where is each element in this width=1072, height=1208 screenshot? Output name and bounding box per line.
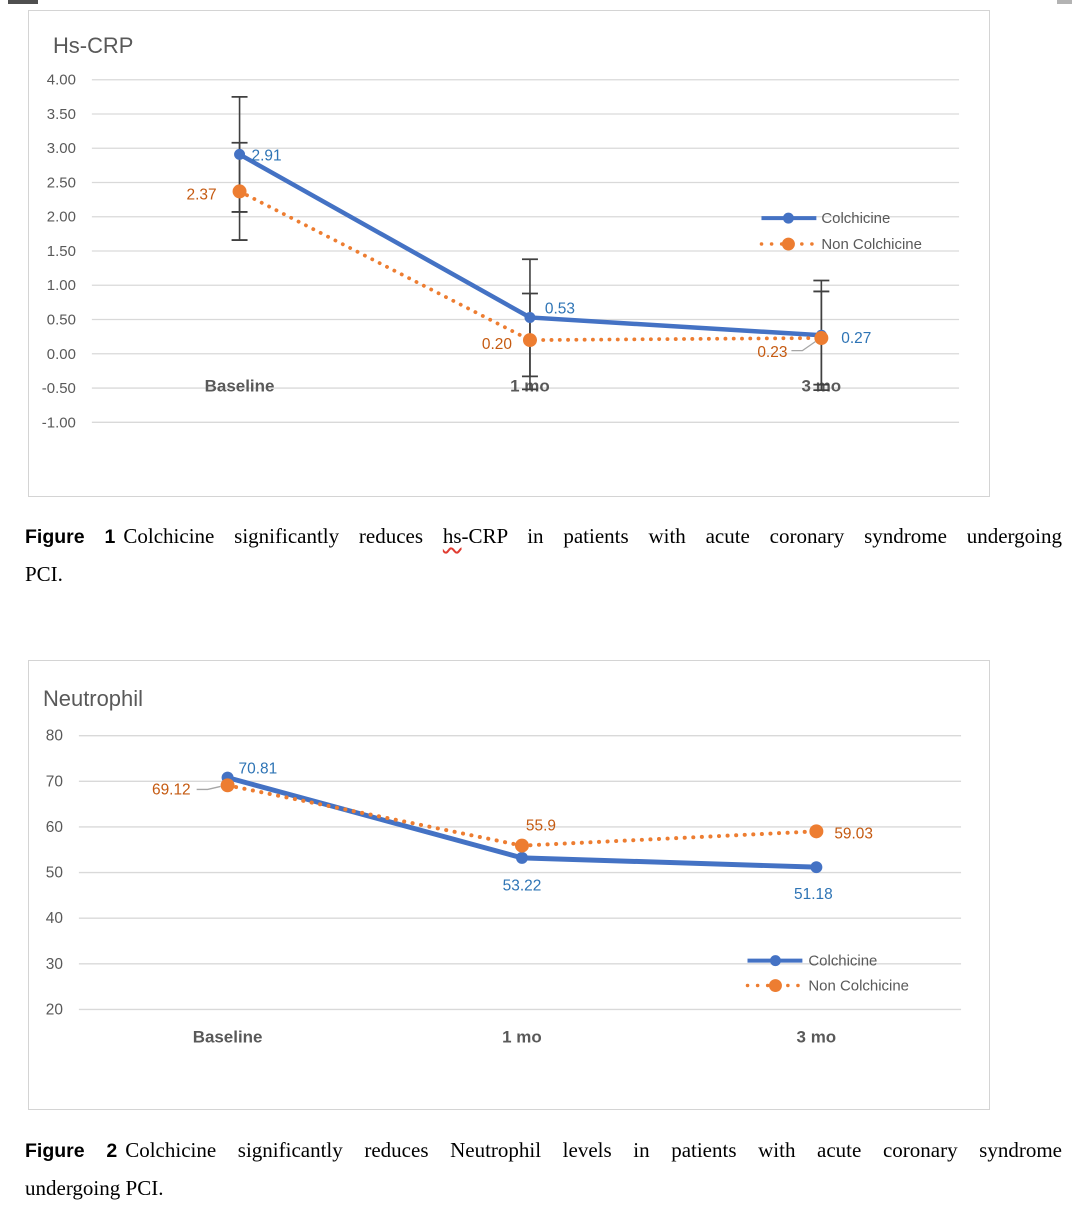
data-point-marker-non-colchicine: [809, 824, 823, 838]
scrollbar-fragment: [1057, 0, 1072, 4]
y-axis-tick-label: 40: [45, 910, 63, 928]
data-label: 2.37: [186, 186, 217, 204]
series-line-non-colchicine: [228, 785, 817, 845]
y-axis-tick-label: 60: [45, 818, 63, 836]
figure-2-label: Figure 2: [25, 1140, 118, 1162]
hs-crp-chart-canvas: [29, 11, 989, 496]
data-label: 0.53: [544, 300, 576, 318]
data-point-marker-non-colchicine: [814, 331, 828, 345]
y-axis-tick-label: 0.50: [46, 311, 76, 329]
y-axis-tick-label: 70: [45, 773, 63, 791]
y-axis-tick-label: 80: [45, 727, 63, 745]
caption-1-text-after: -CRP in patients with acute coronary syndrome undergoing: [461, 524, 1062, 548]
y-axis-tick-label: 1.00: [46, 277, 76, 295]
data-point-marker-colchicine: [524, 312, 535, 323]
y-axis-tick-label: 50: [45, 864, 63, 882]
y-axis-tick-label: 2.50: [46, 174, 76, 192]
data-label: 0.27: [841, 330, 872, 348]
data-point-marker-non-colchicine: [523, 333, 537, 347]
y-axis-tick-label: 4.00: [46, 71, 76, 89]
y-axis-tick-label: 30: [45, 955, 63, 973]
legend-label: Colchicine: [808, 952, 878, 970]
y-axis-tick-label: 0.00: [46, 345, 76, 363]
caption-2-line-1: [25, 1132, 1062, 1170]
caption-1-misspelled-word: hs: [442, 524, 462, 548]
data-point-marker-non-colchicine: [515, 839, 529, 853]
y-axis-tick-label: 3.50: [46, 105, 76, 123]
legend-marker: [769, 979, 782, 992]
chart-title: Hs-CRP: [52, 32, 134, 58]
y-axis-tick-label: 20: [45, 1001, 63, 1019]
y-axis-tick-label: -1.00: [41, 414, 76, 432]
y-axis-tick-label: 2.00: [46, 208, 76, 226]
neutrophil-chart-canvas: [29, 661, 989, 1109]
data-label: 51.18: [794, 886, 833, 904]
window-edge-fragment-left: [8, 0, 38, 4]
legend-label: Non Colchicine: [821, 236, 922, 254]
y-axis-tick-label: 3.00: [46, 140, 76, 158]
legend-label: Colchicine: [821, 210, 891, 228]
x-axis-category-label: 1 mo: [510, 376, 550, 396]
data-label-leader-line: [197, 786, 221, 789]
figure-1-label: Figure 1: [25, 526, 116, 548]
data-label: 69.12: [151, 781, 191, 799]
data-label: 0.20: [481, 336, 512, 354]
data-label: 70.81: [238, 760, 278, 778]
x-axis-category-label: Baseline: [192, 1027, 263, 1047]
x-axis-category-label: 1 mo: [502, 1027, 542, 1047]
x-axis-category-label: 3 mo: [801, 376, 842, 396]
x-axis-category-label: 3 mo: [796, 1027, 837, 1047]
data-point-marker-colchicine: [516, 852, 528, 864]
legend-marker: [783, 213, 794, 224]
data-point-marker-non-colchicine: [233, 184, 247, 198]
data-point-marker-colchicine: [234, 149, 245, 160]
caption-1-text-before: Colchicine significantly reduces: [123, 524, 443, 548]
data-label: 55.9: [525, 817, 556, 835]
caption-1-line-2: PCI.: [25, 562, 63, 586]
caption-figure-1: [25, 518, 1062, 593]
data-label: 53.22: [502, 877, 542, 895]
chart-title: Neutrophil: [42, 685, 143, 711]
data-label-leader-line: [791, 342, 815, 351]
data-label: 0.23: [757, 343, 788, 361]
legend-label: Non Colchicine: [808, 977, 909, 995]
data-label: 2.91: [251, 147, 282, 165]
data-point-marker-non-colchicine: [221, 778, 235, 792]
data-label: 59.03: [834, 825, 874, 843]
x-axis-category-label: Baseline: [204, 376, 275, 396]
legend-marker: [782, 238, 795, 251]
legend-marker: [770, 955, 781, 966]
caption-2-text: Colchicine significantly reduces Neutrophil levels in patients with acute coronary syndrome: [125, 1138, 1062, 1162]
hs-crp-chart-figure: [28, 10, 990, 497]
data-point-marker-colchicine: [810, 861, 822, 873]
y-axis-tick-label: -0.50: [41, 380, 76, 398]
caption-2-line-2: undergoing PCI.: [25, 1176, 164, 1200]
y-axis-tick-label: 1.50: [46, 243, 76, 260]
caption-1-line-1: [25, 518, 1062, 556]
caption-figure-2: [25, 1132, 1062, 1207]
neutrophil-chart-figure: [28, 660, 990, 1110]
